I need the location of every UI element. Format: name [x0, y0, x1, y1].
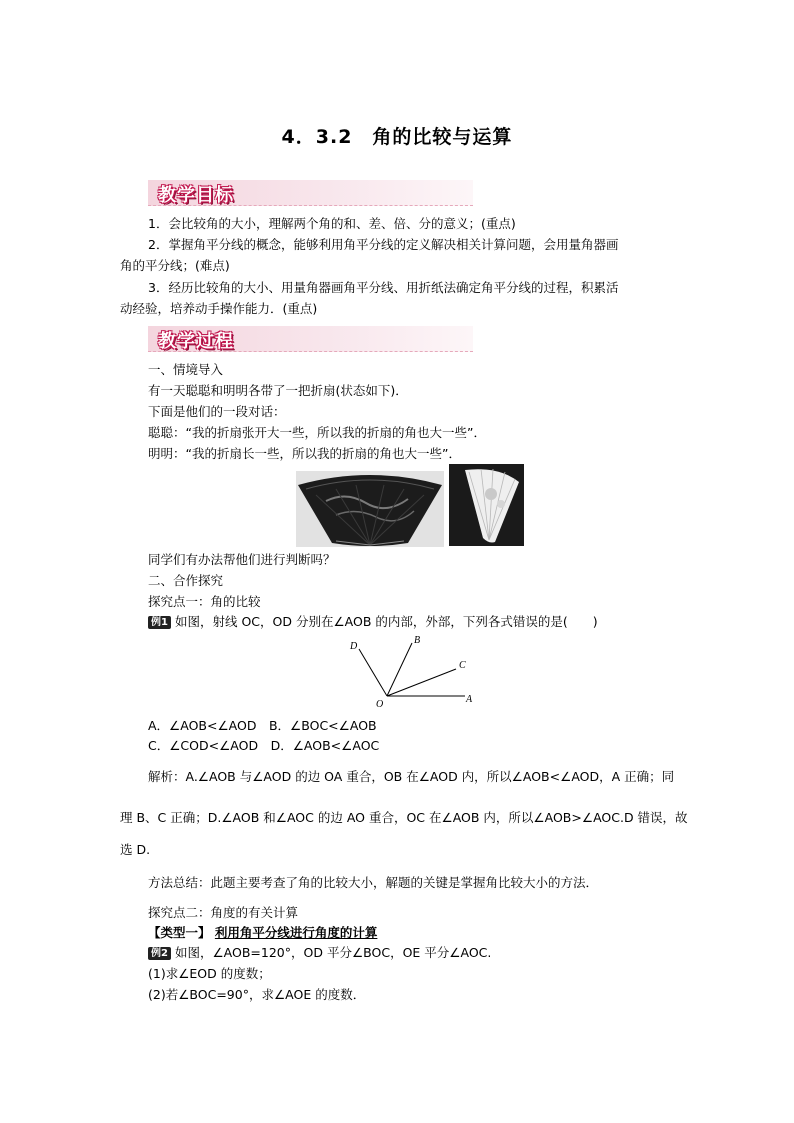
objective-2a: 2．掌握角平分线的概念，能够利用角平分线的定义解决相关计算问题，会用量角器画 — [148, 237, 619, 252]
scene-paragraph-3: 聪聪：“我的折扇张开大一些，所以我的折扇的角也大一些”． — [148, 425, 486, 440]
example-2-question-1: (1)求∠EOD 的度数； — [148, 966, 271, 981]
section-1-heading: 一、情境导入 — [148, 362, 224, 377]
ray-od — [359, 649, 387, 696]
label-c: C — [459, 660, 466, 671]
choices-cd: C．∠COD<∠AOD D．∠AOB<∠AOC — [148, 738, 380, 753]
white-fan-photo — [449, 464, 524, 546]
point-2-heading: 探究点二：角度的有关计算 — [148, 905, 299, 920]
angle-diagram — [340, 632, 480, 712]
method-summary: 方法总结：此题主要考查了角的比较大小，解题的关键是掌握角比较大小的方法． — [148, 875, 599, 890]
choices-ab: A．∠AOB<∠AOD B．∠BOC<∠AOB — [148, 718, 377, 733]
example-2-tag: 例2 — [148, 947, 171, 960]
scene-paragraph-4: 明明：“我的折扇长一些，所以我的折扇的角也大一些”． — [148, 446, 461, 461]
objective-3a: 3．经历比较角的大小、用量角器画角平分线、用折纸法确定角平分线的过程，积累活 — [148, 280, 619, 295]
analysis-line-3: 选 D. — [120, 842, 151, 857]
type-1-bracket: 【类型一】 — [148, 925, 211, 940]
example-2-text: 如图，∠AOB=120°，OD 平分∠BOC，OE 平分∠AOC. — [174, 945, 492, 960]
objectives-banner — [148, 180, 473, 206]
objective-2b: 角的平分线；(难点) — [120, 258, 230, 273]
point-1-heading: 探究点一：角的比较 — [148, 594, 261, 609]
analysis-line-1: 解析：A.∠AOB 与∠AOD 的边 OA 重合，OB 在∠AOD 内，所以∠AOB<∠AOD，A 正确；同 — [148, 769, 675, 784]
objectives-banner-label: 教学目标 — [158, 185, 234, 206]
example-1 — [148, 614, 598, 630]
banner-divider — [148, 351, 473, 352]
page-title: 4．3.2 角的比较与运算 — [281, 126, 513, 148]
scene-question: 同学们有办法帮他们进行判断吗？ — [148, 552, 336, 567]
example-2-question-2: (2)若∠BOC=90°，求∠AOE 的度数． — [148, 987, 366, 1002]
label-b: B — [414, 635, 421, 646]
process-banner-label: 教学过程 — [158, 331, 234, 352]
label-d: D — [350, 641, 358, 652]
dragon-fan-photo — [296, 471, 444, 547]
process-banner — [148, 326, 473, 352]
label-o: O — [376, 699, 384, 710]
objective-1: 1．会比较角的大小，理解两个角的和、差、倍、分的意义；(重点) — [148, 216, 516, 231]
type-1-heading — [148, 925, 377, 941]
banner-divider — [148, 205, 473, 206]
example-2 — [148, 945, 491, 961]
label-a: A — [466, 694, 473, 705]
objective-3b: 动经验，培养动手操作能力．(重点) — [120, 301, 318, 316]
analysis-line-2: 理 B、C 正确；D.∠AOB 和∠AOC 的边 AO 重合，OC 在∠AOB 内，所以∠AOB>∠AOC.D 错误，故 — [120, 810, 688, 825]
example-1-text: 如图，射线 OC，OD 分别在∠AOB 的内部，外部，下列各式错误的是( ) — [174, 614, 598, 629]
section-2-heading: 二、合作探究 — [148, 573, 224, 588]
type-1-title: 利用角平分线进行角度的计算 — [214, 925, 378, 940]
scene-paragraph-1: 有一天聪聪和明明各带了一把折扇(状态如下)． — [148, 383, 408, 398]
example-1-tag: 例1 — [148, 616, 171, 629]
scene-paragraph-2: 下面是他们的一段对话： — [148, 404, 286, 419]
